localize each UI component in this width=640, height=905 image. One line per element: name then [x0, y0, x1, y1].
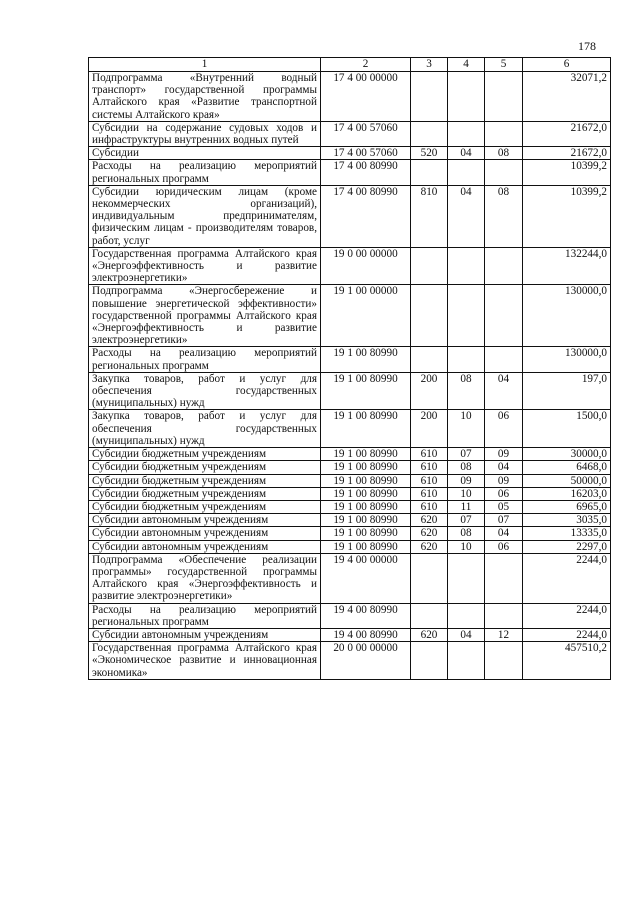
- row-name-cell: Субсидии бюджетным учреждениям: [89, 487, 321, 500]
- row-section-cell: 08: [448, 461, 485, 474]
- row-section-cell: 07: [448, 514, 485, 527]
- row-subsection-cell: [485, 72, 523, 122]
- row-expense-type-cell: 620: [411, 527, 448, 540]
- row-expense-type-cell: 200: [411, 372, 448, 410]
- row-name-cell: Субсидии автономным учреждениям: [89, 628, 321, 641]
- row-subsection-cell: 04: [485, 461, 523, 474]
- table-row: [89, 500, 611, 513]
- row-subsection-cell: 06: [485, 487, 523, 500]
- row-code-cell: 19 0 00 00000: [321, 247, 411, 285]
- table-row: [89, 285, 611, 347]
- row-amount-cell: 13335,0: [523, 527, 611, 540]
- row-code-cell: 17 4 00 57060: [321, 121, 411, 146]
- table-row: [89, 247, 611, 285]
- row-amount-cell: 130000,0: [523, 347, 611, 372]
- row-subsection-cell: 08: [485, 147, 523, 160]
- row-code-cell: 19 1 00 80990: [321, 347, 411, 372]
- table-row: [89, 372, 611, 410]
- row-code-cell: 19 4 00 00000: [321, 553, 411, 603]
- row-section-cell: 08: [448, 527, 485, 540]
- table-row: [89, 147, 611, 160]
- row-section-cell: 04: [448, 147, 485, 160]
- column-header: 6: [523, 58, 611, 72]
- table-row: [89, 347, 611, 372]
- column-header: 2: [321, 58, 411, 72]
- row-subsection-cell: [485, 247, 523, 285]
- row-section-cell: [448, 72, 485, 122]
- row-expense-type-cell: [411, 247, 448, 285]
- table-row: [89, 540, 611, 553]
- row-subsection-cell: [485, 347, 523, 372]
- table-row: [89, 553, 611, 603]
- row-name-cell: Субсидии автономным учреждениям: [89, 540, 321, 553]
- row-subsection-cell: [485, 603, 523, 628]
- table-row: [89, 487, 611, 500]
- column-header: 1: [89, 58, 321, 72]
- row-section-cell: 10: [448, 410, 485, 448]
- row-expense-type-cell: 810: [411, 185, 448, 247]
- page-number: 178: [578, 39, 596, 53]
- row-amount-cell: 10399,2: [523, 160, 611, 185]
- row-expense-type-cell: [411, 347, 448, 372]
- row-section-cell: 10: [448, 540, 485, 553]
- row-name-cell: Подпрограмма «Обеспечение реализации программы» государственной программы Алтайского края «Энергоэффективность и развитие электроэнергетики»: [89, 553, 321, 603]
- row-expense-type-cell: 200: [411, 410, 448, 448]
- row-amount-cell: 130000,0: [523, 285, 611, 347]
- row-subsection-cell: 04: [485, 527, 523, 540]
- row-expense-type-cell: [411, 553, 448, 603]
- row-section-cell: 10: [448, 487, 485, 500]
- row-subsection-cell: 12: [485, 628, 523, 641]
- table-row: [89, 72, 611, 122]
- row-code-cell: 20 0 00 00000: [321, 642, 411, 680]
- row-section-cell: [448, 247, 485, 285]
- row-section-cell: 08: [448, 372, 485, 410]
- row-amount-cell: 132244,0: [523, 247, 611, 285]
- row-section-cell: 04: [448, 628, 485, 641]
- column-header: 4: [448, 58, 485, 72]
- row-name-cell: Субсидии: [89, 147, 321, 160]
- row-expense-type-cell: 610: [411, 474, 448, 487]
- row-subsection-cell: 05: [485, 500, 523, 513]
- table-row: [89, 121, 611, 146]
- row-expense-type-cell: [411, 160, 448, 185]
- row-section-cell: 09: [448, 474, 485, 487]
- table-header-row: [89, 58, 611, 72]
- row-amount-cell: 2244,0: [523, 553, 611, 603]
- budget-table: [88, 57, 611, 680]
- row-name-cell: Субсидии бюджетным учреждениям: [89, 500, 321, 513]
- row-section-cell: [448, 642, 485, 680]
- row-name-cell: Подпрограмма «Энергосбережение и повышение энергетической эффективности» государственной программы Алтайского края «Энергоэффективность и развитие электроэнергетики»: [89, 285, 321, 347]
- table-row: [89, 603, 611, 628]
- table-row: [89, 410, 611, 448]
- row-name-cell: Государственная программа Алтайского края «Экономическое развитие и инновационная экономика»: [89, 642, 321, 680]
- row-subsection-cell: [485, 553, 523, 603]
- row-code-cell: 19 1 00 80990: [321, 487, 411, 500]
- column-header: 5: [485, 58, 523, 72]
- row-amount-cell: 6468,0: [523, 461, 611, 474]
- row-name-cell: Расходы на реализацию мероприятий региональных программ: [89, 603, 321, 628]
- row-subsection-cell: [485, 285, 523, 347]
- row-expense-type-cell: [411, 72, 448, 122]
- row-amount-cell: 10399,2: [523, 185, 611, 247]
- table-row: [89, 461, 611, 474]
- row-expense-type-cell: 610: [411, 448, 448, 461]
- row-code-cell: 17 4 00 80990: [321, 160, 411, 185]
- row-section-cell: 04: [448, 185, 485, 247]
- row-name-cell: Субсидии юридическим лицам (кроме некоммерческих организаций), индивидуальным предпринимателям, физическим лицам - производителям товаров, работ, услуг: [89, 185, 321, 247]
- row-name-cell: Субсидии бюджетным учреждениям: [89, 461, 321, 474]
- row-subsection-cell: 09: [485, 474, 523, 487]
- row-code-cell: 19 4 00 80990: [321, 603, 411, 628]
- row-amount-cell: 21672,0: [523, 121, 611, 146]
- table-row: [89, 642, 611, 680]
- row-amount-cell: 1500,0: [523, 410, 611, 448]
- row-subsection-cell: 07: [485, 514, 523, 527]
- row-section-cell: [448, 121, 485, 146]
- row-amount-cell: 50000,0: [523, 474, 611, 487]
- row-section-cell: [448, 603, 485, 628]
- row-code-cell: 19 1 00 80990: [321, 527, 411, 540]
- row-name-cell: Закупка товаров, работ и услуг для обеспечения государственных (муниципальных) нужд: [89, 410, 321, 448]
- row-name-cell: Субсидии автономным учреждениям: [89, 514, 321, 527]
- table-row: [89, 448, 611, 461]
- row-amount-cell: 197,0: [523, 372, 611, 410]
- row-code-cell: 17 4 00 80990: [321, 185, 411, 247]
- table-row: [89, 160, 611, 185]
- row-amount-cell: 2297,0: [523, 540, 611, 553]
- row-expense-type-cell: [411, 603, 448, 628]
- table-row: [89, 527, 611, 540]
- row-subsection-cell: [485, 160, 523, 185]
- row-code-cell: 17 4 00 00000: [321, 72, 411, 122]
- row-name-cell: Государственная программа Алтайского края «Энергоэффективность и развитие электроэнергетики»: [89, 247, 321, 285]
- row-expense-type-cell: 620: [411, 514, 448, 527]
- table-row: [89, 628, 611, 641]
- row-section-cell: 07: [448, 448, 485, 461]
- row-code-cell: 19 1 00 80990: [321, 514, 411, 527]
- row-code-cell: 19 1 00 80990: [321, 500, 411, 513]
- row-name-cell: Субсидии бюджетным учреждениям: [89, 448, 321, 461]
- row-name-cell: Субсидии бюджетным учреждениям: [89, 474, 321, 487]
- table-row: [89, 185, 611, 247]
- row-code-cell: 19 1 00 80990: [321, 410, 411, 448]
- table-body: [89, 72, 611, 680]
- row-code-cell: 19 1 00 80990: [321, 540, 411, 553]
- row-amount-cell: 457510,2: [523, 642, 611, 680]
- row-expense-type-cell: 610: [411, 500, 448, 513]
- row-code-cell: 19 1 00 80990: [321, 474, 411, 487]
- row-expense-type-cell: 620: [411, 628, 448, 641]
- row-name-cell: Субсидии на содержание судовых ходов и инфраструктуры внутренних водных путей: [89, 121, 321, 146]
- row-amount-cell: 32071,2: [523, 72, 611, 122]
- row-expense-type-cell: [411, 642, 448, 680]
- table-row: [89, 474, 611, 487]
- row-amount-cell: 21672,0: [523, 147, 611, 160]
- row-name-cell: Расходы на реализацию мероприятий региональных программ: [89, 347, 321, 372]
- row-section-cell: [448, 160, 485, 185]
- row-expense-type-cell: [411, 285, 448, 347]
- row-section-cell: 11: [448, 500, 485, 513]
- row-subsection-cell: [485, 642, 523, 680]
- row-name-cell: Закупка товаров, работ и услуг для обеспечения государственных (муниципальных) нужд: [89, 372, 321, 410]
- row-section-cell: [448, 553, 485, 603]
- row-expense-type-cell: 610: [411, 461, 448, 474]
- row-expense-type-cell: [411, 121, 448, 146]
- row-name-cell: Подпрограмма «Внутренний водный транспорт» государственной программы Алтайского края «Развитие транспортной системы Алтайского края»: [89, 72, 321, 122]
- row-code-cell: 19 4 00 80990: [321, 628, 411, 641]
- row-code-cell: 19 1 00 80990: [321, 461, 411, 474]
- row-amount-cell: 2244,0: [523, 628, 611, 641]
- row-code-cell: 17 4 00 57060: [321, 147, 411, 160]
- row-expense-type-cell: 520: [411, 147, 448, 160]
- row-code-cell: 19 1 00 80990: [321, 372, 411, 410]
- row-subsection-cell: 06: [485, 410, 523, 448]
- row-subsection-cell: 09: [485, 448, 523, 461]
- row-amount-cell: 30000,0: [523, 448, 611, 461]
- row-subsection-cell: 04: [485, 372, 523, 410]
- table-row: [89, 514, 611, 527]
- row-code-cell: 19 1 00 80990: [321, 448, 411, 461]
- row-code-cell: 19 1 00 00000: [321, 285, 411, 347]
- row-expense-type-cell: 610: [411, 487, 448, 500]
- row-expense-type-cell: 620: [411, 540, 448, 553]
- row-amount-cell: 3035,0: [523, 514, 611, 527]
- row-name-cell: Расходы на реализацию мероприятий региональных программ: [89, 160, 321, 185]
- row-subsection-cell: 08: [485, 185, 523, 247]
- row-subsection-cell: 06: [485, 540, 523, 553]
- column-header: 3: [411, 58, 448, 72]
- row-amount-cell: 16203,0: [523, 487, 611, 500]
- row-subsection-cell: [485, 121, 523, 146]
- row-section-cell: [448, 285, 485, 347]
- row-section-cell: [448, 347, 485, 372]
- row-amount-cell: 2244,0: [523, 603, 611, 628]
- row-name-cell: Субсидии автономным учреждениям: [89, 527, 321, 540]
- row-amount-cell: 6965,0: [523, 500, 611, 513]
